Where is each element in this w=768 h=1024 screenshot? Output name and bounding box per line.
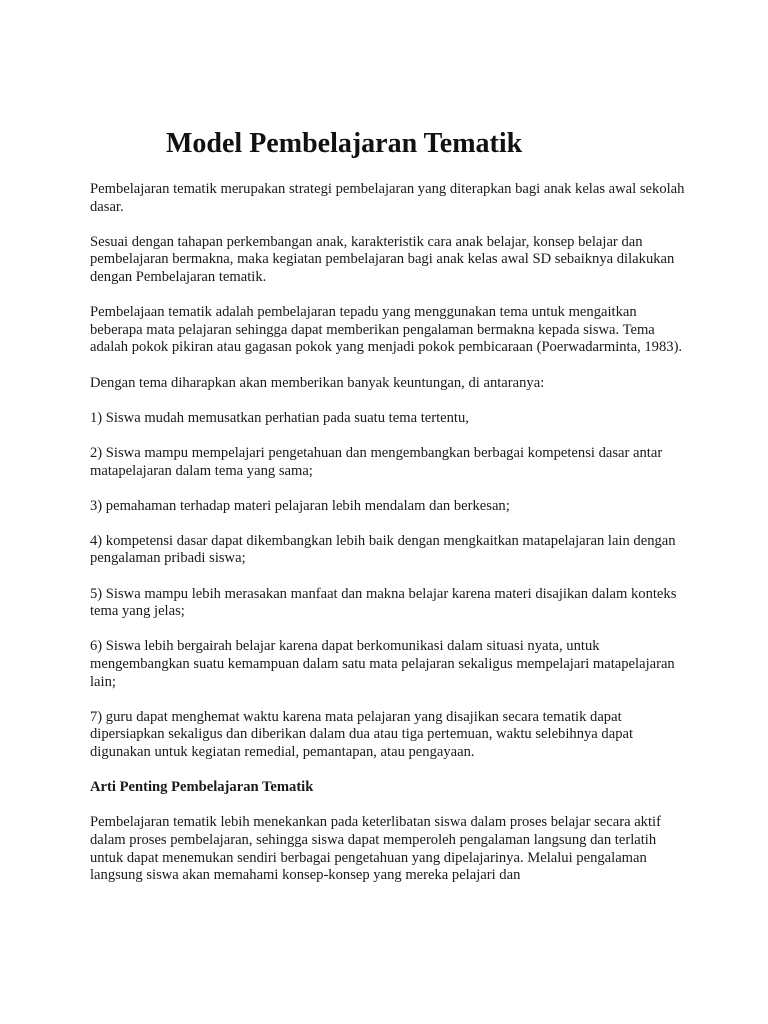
benefit-item: 1) Siswa mudah memusatkan perhatian pada suatu tema tertentu, [90, 409, 469, 426]
benefit-item: 5) Siswa mampu lebih merasakan manfaat dan makna belajar karena materi disajikan dalam konteks tema yang jelas; [90, 585, 677, 620]
benefit-item: 7) guru dapat menghemat waktu karena mata pelajaran yang disajikan secara tematik dapat dipersiapkan sekaligus dan diberikan dalam dua atau tiga pertemuan, waktu selebihnya dapat digunakan untuk kegiatan remedial, pemantapan, atau pengayaan. [90, 708, 634, 760]
section-heading: Arti Penting Pembelajaran Tematik [90, 779, 314, 796]
intro-paragraph: Pembelajaan tematik adalah pembelajaran tepadu yang menggunakan tema untuk mengaitkan beberapa mata pelajaran sehingga dapat memberikan pengalaman bermakna kepada siswa. Tema adalah pokok pikiran atau gagasan pokok yang menjadi pokok pembicaraan (Poerwadarminta, 1983). [90, 304, 683, 356]
intro-paragraph: Pembelajaran tematik merupakan strategi pembelajaran yang diterapkan bagi anak kelas awal sekolah dasar. [90, 181, 685, 215]
benefit-item: 6) Siswa lebih bergairah belajar karena dapat berkomunikasi dalam situasi nyata, untuk mengembangkan suatu kemampuan dalam satu mata pelajaran sekaligus mempelajari matapelajaran lain; [90, 638, 675, 690]
intro-paragraph: Dengan tema diharapkan akan memberikan banyak keuntungan, di antaranya: [90, 374, 545, 391]
benefit-item: 2) Siswa mampu mempelajari pengetahuan dan mengembangkan berbagai kompetensi dasar antar matapelajaran dalam tema yang sama; [90, 444, 663, 479]
benefit-item: 4) kompetensi dasar dapat dikembangkan lebih baik dengan mengkaitkan matapelajaran lain dengan pengalaman pribadi siswa; [90, 532, 676, 567]
page-title: Model Pembelajaran Tematik [166, 128, 523, 159]
benefit-item: 3) pemahaman terhadap materi pelajaran lebih mendalam dan berkesan; [90, 497, 510, 514]
document-page [90, 126, 690, 902]
intro-paragraph: Sesuai dengan tahapan perkembangan anak, karakteristik cara anak belajar, konsep belajar dan pembelajaran bermakna, maka kegiatan pembelajaran bagi anak kelas awal SD sebaiknya dilakukan dengan Pembelajaran tematik. [90, 233, 675, 285]
section-paragraph: Pembelajaran tematik lebih menekankan pada keterlibatan siswa dalam proses belajar secara aktif dalam proses pembelajaran, sehingga siswa dapat memperoleh pengalaman langsung dan terlatih untuk dapat menemukan sendiri berbagai pengetahuan yang dipelajarinya. Melalui pengalaman langsung siswa akan memahami konsep-konsep yang mereka pelajari dan [90, 814, 661, 884]
